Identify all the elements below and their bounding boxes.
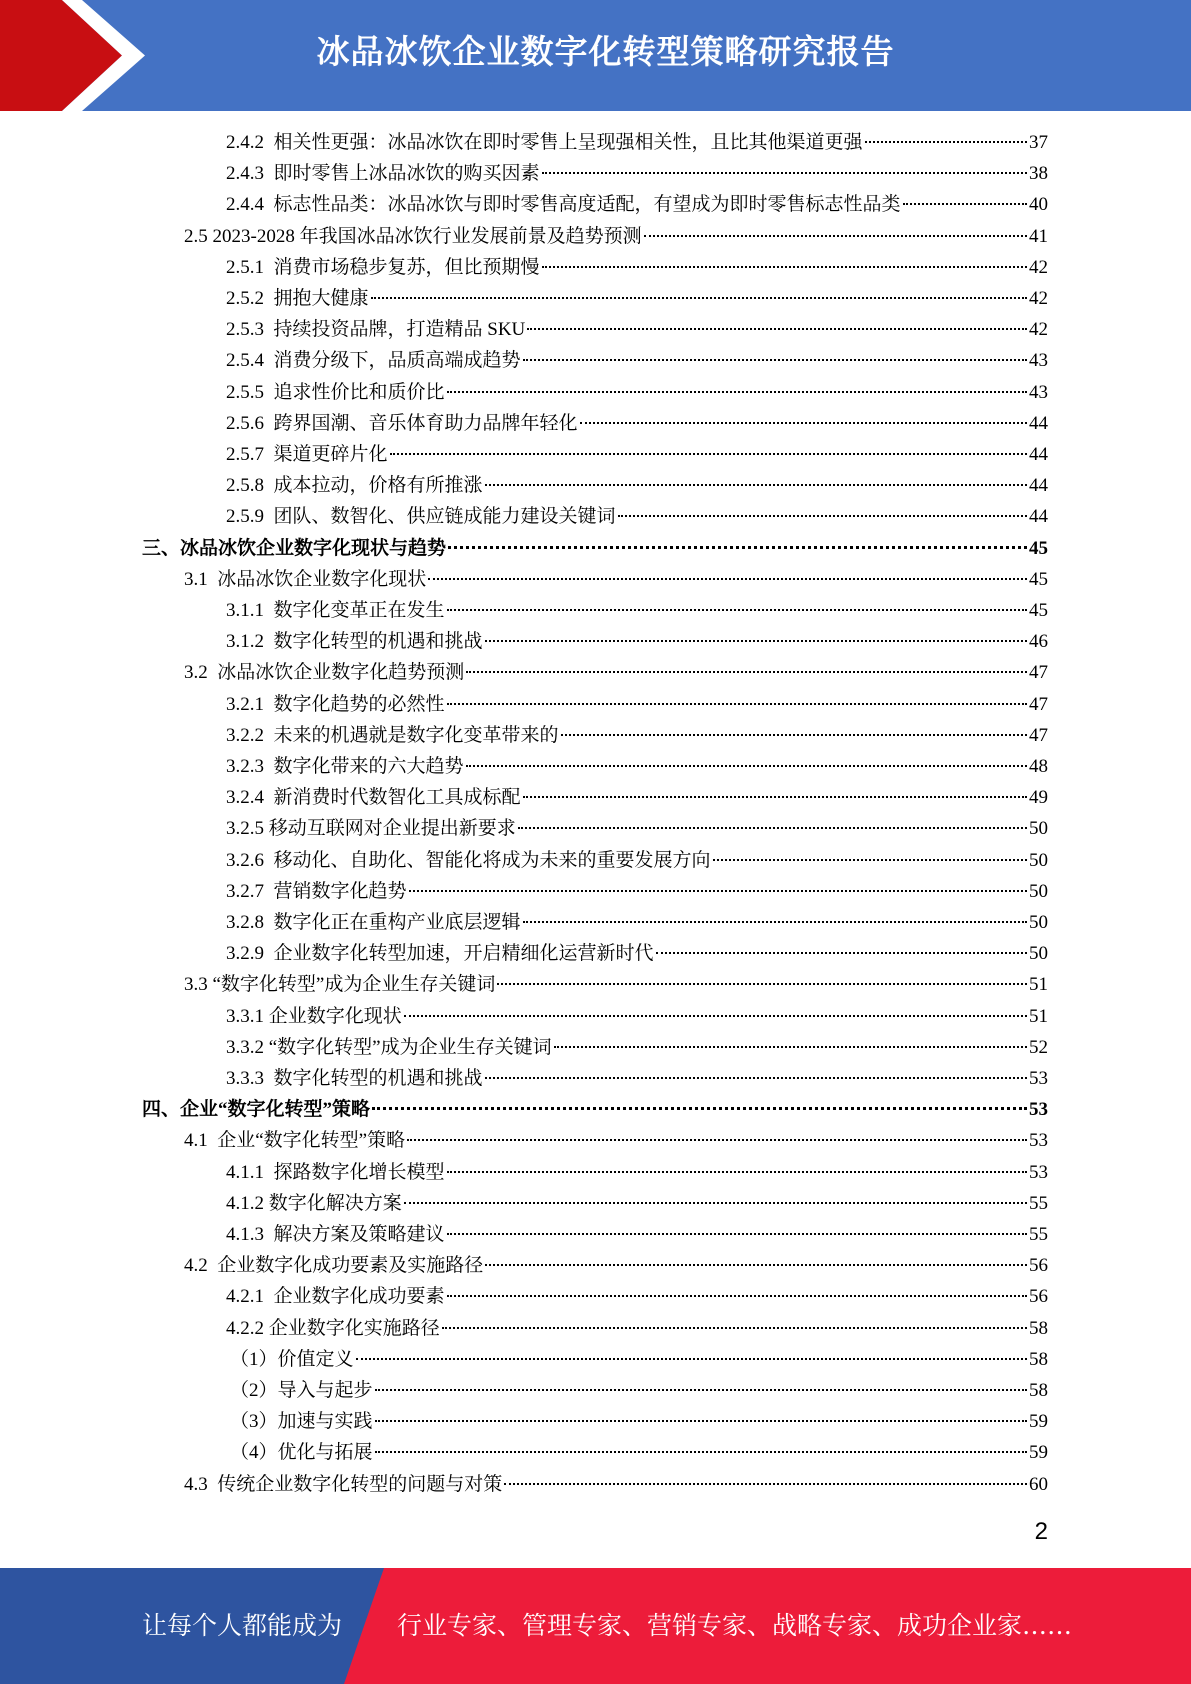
page-number: 2 bbox=[1034, 1518, 1048, 1545]
toc-dot-leader bbox=[447, 1295, 1027, 1297]
toc-dot-leader bbox=[644, 235, 1027, 237]
toc-entry-page: 60 bbox=[1029, 1473, 1048, 1495]
toc-dot-leader bbox=[447, 1233, 1027, 1235]
toc-entry-title: 冰品冰饮企业数字化现状 bbox=[217, 568, 427, 590]
toc-entry-page: 55 bbox=[1029, 1192, 1048, 1214]
toc-entry[interactable] bbox=[142, 533, 1048, 564]
toc-entry-number: 4.1.1 bbox=[226, 1161, 274, 1183]
toc-entry[interactable] bbox=[226, 626, 1048, 657]
toc-entry-page: 50 bbox=[1029, 880, 1048, 902]
toc-entry-number: 2.5.2 bbox=[226, 288, 274, 309]
toc-dot-leader bbox=[542, 172, 1027, 174]
toc-entry-page: 43 bbox=[1029, 350, 1048, 372]
toc-entry-title: 数字化转型的机遇和挑战 bbox=[273, 1068, 483, 1089]
toc-dot-leader bbox=[447, 703, 1027, 705]
toc-entry-number: 3.1 bbox=[184, 568, 218, 590]
toc-entry[interactable] bbox=[226, 408, 1048, 439]
toc-entry-page: 52 bbox=[1029, 1036, 1048, 1058]
toc-dot-leader bbox=[375, 1420, 1027, 1422]
toc-entry[interactable] bbox=[226, 377, 1048, 408]
toc-entry-title: 导入与起步 bbox=[277, 1380, 373, 1401]
toc-entry-number: 3.2 bbox=[184, 662, 218, 684]
toc-dot-leader bbox=[504, 1483, 1027, 1485]
toc-entry-page: 48 bbox=[1029, 756, 1048, 777]
toc-entry-title: 企业数字化转型加速，开启精细化运营新时代 bbox=[273, 943, 654, 965]
toc-entry-number: 2.4.2 bbox=[226, 132, 274, 153]
toc-entry-page: 40 bbox=[1029, 194, 1048, 216]
toc-entry-page: 37 bbox=[1029, 132, 1048, 153]
toc-entry-title: 企业数字化现状 bbox=[268, 1005, 402, 1027]
toc-entry-title: “数字化转型”成为企业生存关键词 bbox=[268, 1036, 552, 1058]
toc-entry-number: 3.2.8 bbox=[226, 912, 274, 933]
toc-entry-number: 2.5.8 bbox=[226, 475, 274, 497]
toc-entry-page: 46 bbox=[1029, 631, 1048, 653]
toc-entry-title: 即时零售上冰品冰饮的购买因素 bbox=[273, 163, 540, 185]
toc-entry-title: 价值定义 bbox=[277, 1348, 354, 1370]
toc-entry-title: 持续投资品牌，打造精品 SKU bbox=[273, 319, 526, 341]
toc-entry[interactable] bbox=[226, 1188, 1048, 1219]
toc-entry-title: 数字化变革正在发生 bbox=[273, 600, 445, 621]
toc-dot-leader bbox=[485, 640, 1027, 642]
toc-entry-number: （1） bbox=[230, 1348, 278, 1370]
toc-entry-title: 数字化正在重构产业底层逻辑 bbox=[273, 912, 521, 933]
toc-entry-page: 53 bbox=[1029, 1130, 1048, 1152]
toc-entry-number: 2.5.1 bbox=[226, 256, 274, 278]
toc-entry-page: 43 bbox=[1029, 381, 1048, 403]
toc-entry[interactable] bbox=[226, 751, 1048, 782]
toc-dot-leader bbox=[485, 1264, 1027, 1266]
toc-entry-page: 44 bbox=[1029, 475, 1048, 497]
toc-entry[interactable] bbox=[184, 221, 1048, 252]
toc-entry[interactable] bbox=[230, 1375, 1048, 1406]
toc-entry[interactable] bbox=[230, 1344, 1048, 1375]
toc-entry-title: 企业数字化成功要素及实施路径 bbox=[217, 1255, 484, 1277]
toc-entry-number: 3.3.2 bbox=[226, 1036, 269, 1058]
toc-entry[interactable] bbox=[226, 1032, 1048, 1063]
toc-entry-title: 加速与实践 bbox=[277, 1411, 373, 1433]
toc-entry-title: 数字化解决方案 bbox=[268, 1192, 402, 1214]
toc-entry-title: 冰品冰饮企业数字化趋势预测 bbox=[217, 662, 465, 684]
toc-entry-title: 追求性价比和质价比 bbox=[273, 381, 445, 403]
toc-entry-title: 未来的机遇就是数字化变革带来的 bbox=[273, 724, 559, 746]
toc-entry-number: 4.1.3 bbox=[226, 1224, 274, 1245]
toc-dot-leader bbox=[466, 671, 1027, 673]
toc-entry-title: 解决方案及策略建议 bbox=[273, 1224, 445, 1245]
toc-dot-leader bbox=[372, 1107, 1027, 1110]
toc-entry-number: 3.3.3 bbox=[226, 1068, 274, 1089]
document-title: 冰品冰饮企业数字化转型策略研究报告 bbox=[316, 32, 895, 71]
toc-dot-leader bbox=[466, 765, 1027, 767]
toc-entry[interactable] bbox=[226, 158, 1048, 189]
toc-dot-leader bbox=[485, 484, 1027, 486]
toc-entry-title: 跨界国潮、音乐体育助力品牌年轻化 bbox=[273, 412, 578, 434]
toc-entry-title: 企业数字化实施路径 bbox=[268, 1317, 440, 1339]
toc-dot-leader bbox=[448, 546, 1027, 549]
toc-entry-page: 53 bbox=[1029, 1068, 1048, 1089]
toc-entry-page: 50 bbox=[1029, 818, 1048, 840]
toc-entry[interactable] bbox=[226, 1157, 1048, 1188]
toc-entry-title: 数字化趋势的必然性 bbox=[273, 693, 445, 715]
toc-entry[interactable] bbox=[226, 813, 1048, 844]
toc-entry[interactable] bbox=[226, 1313, 1048, 1344]
toc-dot-leader bbox=[903, 203, 1027, 205]
toc-entry-number: 3.3 bbox=[184, 974, 213, 996]
toc-entry[interactable] bbox=[226, 845, 1048, 876]
toc-entry-title: 数字化带来的六大趋势 bbox=[273, 756, 464, 777]
toc-dot-leader bbox=[371, 297, 1027, 299]
toc-entry[interactable] bbox=[226, 439, 1048, 470]
toc-entry-page: 58 bbox=[1029, 1380, 1048, 1401]
toc-entry-page: 50 bbox=[1029, 943, 1048, 965]
toc-dot-leader bbox=[390, 453, 1027, 455]
toc-entry[interactable] bbox=[226, 1063, 1048, 1094]
toc-entry-title: 企业“数字化转型”策略 bbox=[180, 1099, 371, 1121]
toc-entry-page: 45 bbox=[1029, 537, 1048, 559]
toc-entry-page: 50 bbox=[1029, 849, 1048, 871]
toc-dot-leader bbox=[523, 921, 1027, 923]
toc-entry-number: 3.1.2 bbox=[226, 631, 274, 653]
toc-entry-page: 47 bbox=[1029, 724, 1048, 746]
toc-entry-page: 50 bbox=[1029, 912, 1048, 933]
toc-entry-title: “数字化转型”成为企业生存关键词 bbox=[212, 974, 496, 996]
toc-entry[interactable] bbox=[230, 1437, 1048, 1468]
toc-entry[interactable] bbox=[226, 252, 1048, 283]
toc-entry[interactable] bbox=[226, 720, 1048, 751]
toc-entry[interactable] bbox=[226, 595, 1048, 626]
toc-entry-title: 移动互联网对企业提出新要求 bbox=[268, 818, 516, 840]
toc-entry-number: 2.5.3 bbox=[226, 319, 274, 341]
toc-entry-number: 四、 bbox=[142, 1099, 181, 1121]
toc-dot-leader bbox=[518, 827, 1027, 829]
toc-dot-leader bbox=[713, 859, 1027, 861]
toc-entry-number: 4.2.2 bbox=[226, 1317, 269, 1339]
toc-entry[interactable] bbox=[226, 1281, 1048, 1312]
toc-entry-title: 消费市场稳步复苏，但比预期慢 bbox=[273, 256, 540, 278]
toc-entry-number: 3.2.6 bbox=[226, 849, 274, 871]
toc-entry[interactable] bbox=[230, 1406, 1048, 1437]
toc-entry-page: 58 bbox=[1029, 1348, 1048, 1370]
toc-entry-number: 2.5.6 bbox=[226, 412, 274, 434]
toc-dot-leader bbox=[375, 1389, 1027, 1391]
toc-entry-title: 企业数字化成功要素 bbox=[273, 1286, 445, 1308]
toc-dot-leader bbox=[618, 515, 1027, 517]
toc-entry-title: 2023-2028 年我国冰品冰饮行业发展前景及趋势预测 bbox=[212, 225, 642, 247]
toc-entry-page: 56 bbox=[1029, 1255, 1048, 1277]
toc-dot-leader bbox=[447, 609, 1027, 611]
toc-entry-page: 49 bbox=[1029, 787, 1048, 809]
toc-entry-page: 55 bbox=[1029, 1224, 1048, 1245]
toc-dot-leader bbox=[865, 141, 1027, 143]
toc-dot-leader bbox=[542, 266, 1027, 268]
toc-entry-number: 2.5.9 bbox=[226, 506, 274, 528]
toc-dot-leader bbox=[375, 1451, 1027, 1453]
toc-entry-title: 数字化转型的机遇和挑战 bbox=[273, 631, 483, 653]
toc-entry-number: 4.1 bbox=[184, 1130, 218, 1152]
toc-entry-number: 2.5.5 bbox=[226, 381, 274, 403]
toc-entry[interactable] bbox=[226, 470, 1048, 501]
toc-entry[interactable] bbox=[142, 1094, 1048, 1125]
toc-entry-page: 42 bbox=[1029, 288, 1048, 309]
toc-entry-title: 相关性更强：冰品冰饮在即时零售上呈现强相关性，且比其他渠道更强 bbox=[273, 132, 863, 153]
toc-dot-leader bbox=[561, 734, 1027, 736]
toc-entry-title: 消费分级下，品质高端成趋势 bbox=[273, 350, 521, 372]
toc-entry[interactable] bbox=[184, 1469, 1048, 1500]
toc-entry-page: 38 bbox=[1029, 163, 1048, 185]
toc-entry-number: 3.2.9 bbox=[226, 943, 274, 965]
toc-entry-number: 4.2.1 bbox=[226, 1286, 274, 1308]
toc-entry-title: 企业“数字化转型”策略 bbox=[217, 1130, 406, 1152]
toc-entry-page: 41 bbox=[1029, 225, 1048, 247]
toc-entry-page: 42 bbox=[1029, 319, 1048, 341]
toc-dot-leader bbox=[404, 1015, 1027, 1017]
toc-entry-title: 移动化、自助化、智能化将成为未来的重要发展方向 bbox=[273, 849, 711, 871]
page-footer bbox=[0, 1568, 1191, 1684]
toc-entry-number: 3.2.3 bbox=[226, 756, 274, 777]
page-header bbox=[0, 0, 1191, 111]
toc-entry-title: 标志性品类：冰品冰饮与即时零售高度适配，有望成为即时零售标志性品类 bbox=[273, 194, 901, 216]
toc-entry-page: 53 bbox=[1029, 1161, 1048, 1183]
toc-entry-page: 59 bbox=[1029, 1411, 1048, 1433]
toc-entry-number: （2） bbox=[230, 1380, 278, 1401]
toc-entry[interactable] bbox=[226, 938, 1048, 969]
toc-entry-title: 拥抱大健康 bbox=[273, 288, 369, 309]
toc-dot-leader bbox=[447, 391, 1027, 393]
toc-dot-leader bbox=[428, 578, 1027, 580]
toc-entry-number: 4.3 bbox=[184, 1473, 218, 1495]
toc-entry-page: 59 bbox=[1029, 1442, 1048, 1464]
toc-dot-leader bbox=[447, 1171, 1027, 1173]
footer-slogan-left: 让每个人都能成为 bbox=[142, 1611, 343, 1640]
toc-entry-page: 58 bbox=[1029, 1317, 1048, 1339]
toc-entry[interactable] bbox=[184, 1125, 1048, 1156]
toc-entry[interactable] bbox=[226, 283, 1048, 314]
toc-entry-number: 3.2.1 bbox=[226, 693, 274, 715]
toc-entry[interactable] bbox=[226, 345, 1048, 376]
toc-entry-number: 3.2.4 bbox=[226, 787, 274, 809]
toc-dot-leader bbox=[442, 1327, 1027, 1329]
toc-dot-leader bbox=[497, 983, 1027, 985]
toc-entry-title: 冰品冰饮企业数字化现状与趋势 bbox=[180, 537, 447, 559]
toc-dot-leader bbox=[356, 1358, 1027, 1360]
toc-dot-leader bbox=[523, 359, 1027, 361]
toc-entry-title: 团队、数智化、供应链成能力建设关键词 bbox=[273, 506, 616, 528]
toc-entry-number: 2.5.7 bbox=[226, 444, 274, 465]
toc-entry-title: 营销数字化趋势 bbox=[273, 880, 407, 902]
toc-entry[interactable] bbox=[184, 564, 1048, 595]
toc-dot-leader bbox=[485, 1077, 1027, 1079]
toc-entry-title: 新消费时代数智化工具成标配 bbox=[273, 787, 521, 809]
toc-entry-number: 2.5.4 bbox=[226, 350, 274, 372]
toc-entry-number: 3.2.5 bbox=[226, 818, 269, 840]
toc-entry-title: 传统企业数字化转型的问题与对策 bbox=[217, 1473, 503, 1495]
toc-entry[interactable] bbox=[184, 969, 1048, 1000]
toc-entry[interactable] bbox=[184, 657, 1048, 688]
toc-entry-title: 探路数字化增长模型 bbox=[273, 1161, 445, 1183]
toc-entry-page: 51 bbox=[1029, 974, 1048, 996]
toc-entry[interactable] bbox=[226, 127, 1048, 158]
toc-entry[interactable] bbox=[226, 189, 1048, 220]
toc-entry-number: 2.4.3 bbox=[226, 163, 274, 185]
toc-entry-page: 47 bbox=[1029, 693, 1048, 715]
toc-entry-page: 47 bbox=[1029, 662, 1048, 684]
toc-dot-leader bbox=[554, 1046, 1027, 1048]
toc-entry[interactable] bbox=[226, 501, 1048, 532]
toc-entry-number: 4.2 bbox=[184, 1255, 218, 1277]
toc-entry-title: 渠道更碎片化 bbox=[273, 444, 388, 465]
toc-entry-page: 42 bbox=[1029, 256, 1048, 278]
toc-entry[interactable] bbox=[226, 1001, 1048, 1032]
toc-entry[interactable] bbox=[226, 782, 1048, 813]
toc-entry[interactable] bbox=[226, 1219, 1048, 1250]
toc-entry-page: 45 bbox=[1029, 568, 1048, 590]
toc-dot-leader bbox=[404, 1202, 1027, 1204]
toc-entry-page: 44 bbox=[1029, 412, 1048, 434]
toc-entry[interactable] bbox=[226, 314, 1048, 345]
toc-entry[interactable] bbox=[226, 876, 1048, 907]
toc-entry-number: 2.4.4 bbox=[226, 194, 274, 216]
toc-entry-number: 3.2.2 bbox=[226, 724, 274, 746]
toc-entry[interactable] bbox=[226, 907, 1048, 938]
footer-slogan-right: 行业专家、管理专家、营销专家、战略专家、成功企业家…… bbox=[397, 1611, 1073, 1640]
toc-dot-leader bbox=[527, 328, 1027, 330]
toc-entry-number: 3.1.1 bbox=[226, 600, 274, 621]
toc-entry-number: 3.2.7 bbox=[226, 880, 274, 902]
toc-entry-page: 51 bbox=[1029, 1005, 1048, 1027]
toc-entry-number: 4.1.2 bbox=[226, 1192, 269, 1214]
toc-entry-number: （4） bbox=[230, 1442, 278, 1464]
toc-entry-page: 44 bbox=[1029, 506, 1048, 528]
toc-entry-page: 56 bbox=[1029, 1286, 1048, 1308]
toc-dot-leader bbox=[409, 890, 1027, 892]
toc-entry[interactable] bbox=[184, 1250, 1048, 1281]
toc-entry-number: 三、 bbox=[142, 537, 181, 559]
toc-entry-title: 成本拉动，价格有所推涨 bbox=[273, 475, 483, 497]
toc-entry[interactable] bbox=[226, 689, 1048, 720]
toc-dot-leader bbox=[656, 952, 1027, 954]
toc-entry-number: 3.3.1 bbox=[226, 1005, 269, 1027]
toc-entry-page: 45 bbox=[1029, 600, 1048, 621]
toc-entry-number: 2.5 bbox=[184, 225, 213, 247]
toc-dot-leader bbox=[407, 1139, 1027, 1141]
toc-dot-leader bbox=[580, 422, 1027, 424]
toc-dot-leader bbox=[523, 796, 1027, 798]
toc-entry-page: 44 bbox=[1029, 444, 1048, 465]
toc-entry-page: 53 bbox=[1029, 1099, 1048, 1121]
toc-entry-number: （3） bbox=[230, 1411, 278, 1433]
toc-entry-title: 优化与拓展 bbox=[277, 1442, 373, 1464]
